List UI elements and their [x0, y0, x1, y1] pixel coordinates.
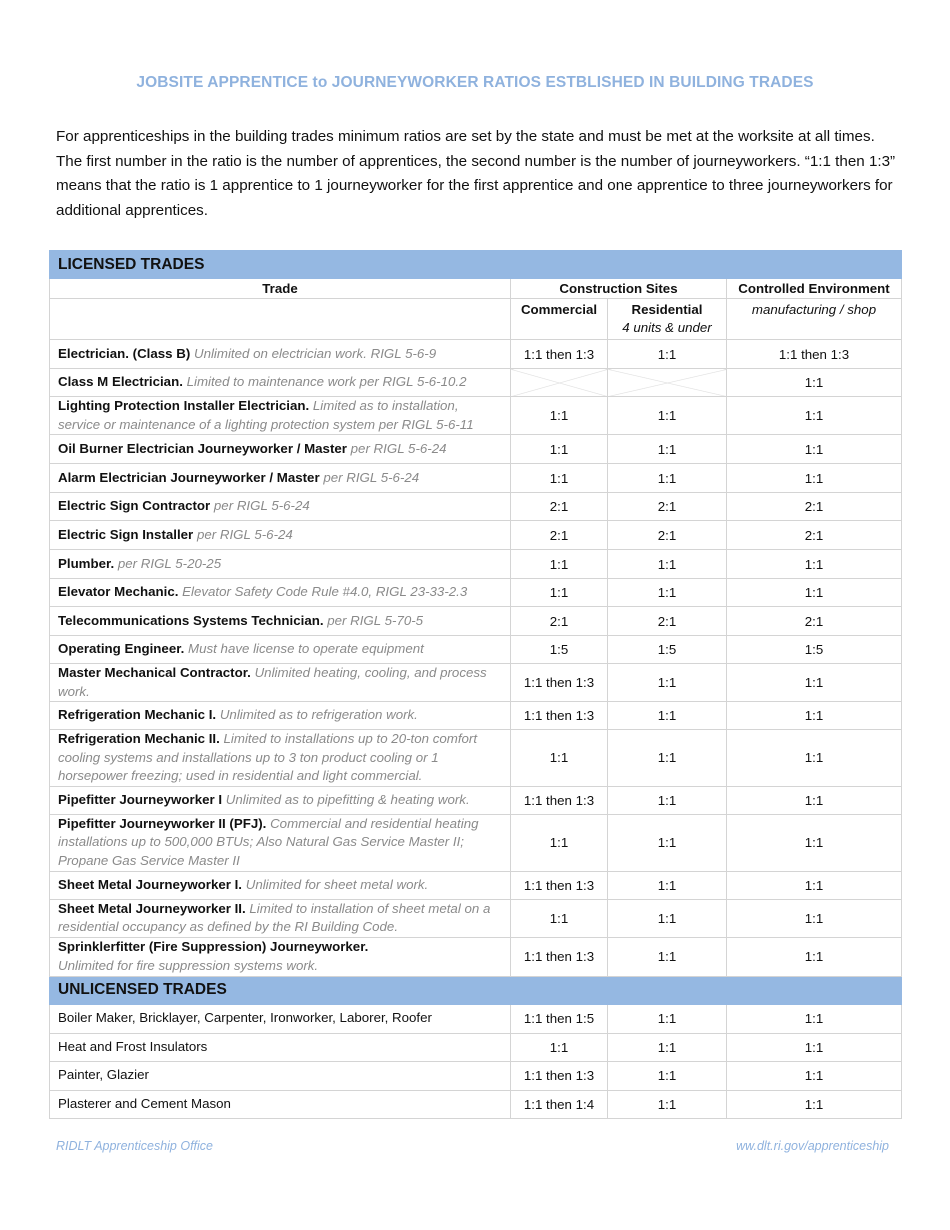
trade-description: Must have license to operate equipment: [184, 641, 424, 657]
residential-ratio: 1:1: [608, 397, 727, 435]
trade-column-header: Trade: [50, 279, 511, 299]
commercial-ratio: 1:1: [511, 397, 608, 435]
controlled-ratio: 1:1: [727, 664, 902, 702]
controlled-ratio: 1:1: [727, 730, 902, 787]
trade-name: Sheet Metal Journeyworker I.: [58, 876, 243, 892]
trade-cell: Painter, Glazier: [50, 1061, 511, 1090]
residential-ratio: 1:1: [608, 340, 727, 369]
controlled-ratio: 1:1: [727, 1061, 902, 1090]
trade-name: Telecommunications Systems Technician.: [58, 612, 324, 628]
residential-ratio: 1:1: [608, 1061, 727, 1090]
commercial-subheader: [511, 299, 608, 340]
trade-cell: [50, 521, 511, 550]
controlled-ratio: 1:1: [727, 871, 902, 899]
trade-cell: [50, 493, 511, 521]
trade-description: Unlimited as to pipefitting & heating work.: [222, 791, 470, 807]
table-row: [50, 871, 902, 899]
table-row: [50, 899, 902, 937]
trade-cell: [50, 937, 511, 976]
trade-name: Alarm Electrician Journeyworker / Master: [58, 469, 320, 485]
residential-ratio: 2:1: [608, 607, 727, 636]
residential-note: 4 units & under: [622, 320, 712, 335]
trade-cell: [50, 340, 511, 369]
controlled-ratio: 1:1: [727, 1090, 902, 1118]
construction-sites-header: Construction Sites: [511, 279, 727, 299]
trade-name: Plumber.: [58, 555, 115, 571]
ratios-table: [49, 250, 902, 1119]
table-row: [50, 550, 902, 579]
commercial-ratio: 1:1: [511, 814, 608, 871]
controlled-ratio: 1:1: [727, 369, 902, 397]
trade-description: Limited as to installation, service or maintenance of a lighting protection system per RIGL 5-6-11: [58, 398, 474, 432]
trade-cell: [50, 702, 511, 730]
trade-cell: [50, 899, 511, 937]
table-row: [50, 464, 902, 493]
controlled-ratio: 1:1: [727, 937, 902, 976]
commercial-ratio: 1:1: [511, 550, 608, 579]
residential-ratio: 1:1: [608, 899, 727, 937]
commercial-ratio: 2:1: [511, 607, 608, 636]
trade-description: Elevator Safety Code Rule #4.0, RIGL 23-33-2.3: [178, 584, 468, 600]
commercial-ratio: 1:1 then 1:5: [511, 1004, 608, 1033]
trade-description: per RIGL 5-6-24: [319, 469, 420, 485]
table-row: [50, 397, 902, 435]
residential-ratio: 1:1: [608, 435, 727, 464]
trade-name: Lighting Protection Installer Electrician.: [58, 398, 310, 413]
controlled-ratio: 1:1: [727, 550, 902, 579]
trade-description: per RIGL 5-6-24: [346, 440, 447, 456]
trade-name: Sprinklerfitter (Fire Suppression) Journeyworker.: [58, 939, 369, 954]
controlled-ratio: 1:1: [727, 464, 902, 493]
licensed-heading: LICENSED TRADES: [50, 251, 902, 279]
table-row: [50, 579, 902, 607]
table-row: [50, 730, 902, 787]
table-row: [50, 1004, 902, 1033]
table-row: [50, 1061, 902, 1090]
trade-subheader-empty: [50, 299, 511, 340]
commercial-ratio: 1:1: [511, 464, 608, 493]
trade-name: Electrician. (Class B): [58, 345, 191, 361]
commercial-ratio: [511, 369, 608, 397]
controlled-ratio: 1:1: [727, 397, 902, 435]
unlicensed-section-header: [50, 976, 902, 1004]
trade-cell: [50, 786, 511, 814]
trade-cell: [50, 730, 511, 787]
controlled-ratio: 1:1: [727, 899, 902, 937]
commercial-ratio: 1:1 then 1:3: [511, 340, 608, 369]
trade-cell: [50, 636, 511, 664]
commercial-label: Commercial: [520, 302, 598, 317]
controlled-ratio: 2:1: [727, 521, 902, 550]
trade-name: Pipefitter Journeyworker II (PFJ).: [58, 815, 267, 831]
commercial-ratio: 2:1: [511, 493, 608, 521]
table-row: [50, 521, 902, 550]
trade-name: Electric Sign Contractor: [58, 498, 211, 514]
trade-name: Master Mechanical Contractor.: [58, 665, 251, 680]
residential-ratio: 1:1: [608, 1004, 727, 1033]
commercial-ratio: 1:1 then 1:3: [511, 702, 608, 730]
trade-description: Unlimited for sheet metal work.: [242, 876, 429, 892]
trade-name: Elevator Mechanic.: [58, 584, 179, 600]
trade-description: per RIGL 5-6-24: [210, 498, 310, 514]
residential-ratio: 1:1: [608, 550, 727, 579]
controlled-ratio: 1:1: [727, 1004, 902, 1033]
unlicensed-heading: UNLICENSED TRADES: [50, 976, 902, 1004]
trade-cell: [50, 664, 511, 702]
table-row: [50, 369, 902, 397]
trade-name: Class M Electrician.: [58, 374, 183, 390]
commercial-ratio: 1:1 then 1:3: [511, 786, 608, 814]
trade-name: Sheet Metal Journeyworker II.: [58, 900, 246, 916]
trade-cell: [50, 435, 511, 464]
controlled-ratio: 1:1: [727, 814, 902, 871]
residential-ratio: 1:1: [608, 579, 727, 607]
residential-label: Residential: [631, 302, 703, 317]
trade-cell: [50, 579, 511, 607]
intro-paragraph: [56, 125, 898, 223]
table-row: [50, 702, 902, 730]
trade-cell: [50, 814, 511, 871]
trade-description: Limited to installation of sheet metal on a residential occupancy as defined by the RI Building Code.: [58, 900, 491, 934]
licensed-section-header: [50, 251, 902, 279]
column-subheader-row: [50, 299, 902, 340]
trade-name: Pipefitter Journeyworker I: [58, 791, 223, 807]
footer-office: RIDLT Apprenticeship Office: [56, 1139, 214, 1153]
residential-ratio: 1:1: [608, 871, 727, 899]
commercial-ratio: 1:1: [511, 730, 608, 787]
table-row: [50, 664, 902, 702]
commercial-ratio: 1:5: [511, 636, 608, 664]
table-row: [50, 493, 902, 521]
trade-name: Operating Engineer.: [58, 641, 185, 657]
commercial-ratio: 1:1 then 1:3: [511, 937, 608, 976]
residential-ratio: 1:1: [608, 1090, 727, 1118]
residential-ratio: [608, 369, 727, 397]
commercial-ratio: 2:1: [511, 521, 608, 550]
table-row: [50, 435, 902, 464]
controlled-ratio: 1:1: [727, 702, 902, 730]
column-header-row: [50, 279, 902, 299]
ratios-table-body: [50, 251, 902, 1119]
trade-description: Unlimited as to refrigeration work.: [216, 707, 418, 723]
trade-cell: [50, 397, 511, 435]
residential-ratio: 1:1: [608, 1033, 727, 1061]
trade-cell: [50, 607, 511, 636]
commercial-ratio: 1:1: [511, 899, 608, 937]
trade-cell: [50, 464, 511, 493]
residential-ratio: 2:1: [608, 521, 727, 550]
trade-description: per RIGL 5-70-5: [323, 612, 424, 628]
residential-ratio: 1:1: [608, 664, 727, 702]
controlled-note: manufacturing / shop: [751, 302, 877, 317]
table-row: [50, 786, 902, 814]
footer-website: ww.dlt.ri.gov/apprenticeship: [736, 1139, 889, 1153]
trade-cell: Heat and Frost Insulators: [50, 1033, 511, 1061]
commercial-ratio: 1:1: [511, 435, 608, 464]
trade-cell: [50, 550, 511, 579]
trade-description: Commercial and residential heating installations up to 500,000 BTUs; Also Natural Gas Service Master II; Propane Gas Service Master II: [58, 815, 479, 868]
trade-description: Limited to maintenance work per RIGL 5-6-10.2: [182, 374, 467, 390]
page-title: JOBSITE APPRENTICE to JOURNEYWORKER RATIOS ESTBLISHED IN BUILDING TRADES: [136, 74, 814, 91]
residential-ratio: 1:1: [608, 464, 727, 493]
trade-cell: Plasterer and Cement Mason: [50, 1090, 511, 1118]
residential-subheader: [608, 299, 727, 340]
controlled-ratio: 1:1: [727, 579, 902, 607]
controlled-ratio: 1:1: [727, 435, 902, 464]
trade-description: Unlimited on electrician work. RIGL 5-6-9: [190, 345, 437, 361]
trade-cell: Boiler Maker, Bricklayer, Carpenter, Ironworker, Laborer, Roofer: [50, 1004, 511, 1033]
table-row: [50, 636, 902, 664]
controlled-environment-header: Controlled Environment: [727, 279, 902, 299]
table-row: [50, 814, 902, 871]
residential-ratio: 1:1: [608, 786, 727, 814]
controlled-ratio: 1:5: [727, 636, 902, 664]
trade-description: Limited to installations up to 20-ton comfort cooling systems and installations up to 3 ton product cooling or 1 horsepower freezing; used in residential and light commercial.: [58, 731, 478, 783]
trade-name: Oil Burner Electrician Journeyworker / Master: [58, 440, 347, 456]
commercial-ratio: 1:1 then 1:4: [511, 1090, 608, 1118]
trade-name: Refrigeration Mechanic I.: [58, 707, 217, 723]
controlled-subheader: [727, 299, 902, 340]
table-row: [50, 1033, 902, 1061]
residential-ratio: 1:1: [608, 937, 727, 976]
table-row: [50, 607, 902, 636]
residential-ratio: 1:5: [608, 636, 727, 664]
commercial-ratio: 1:1: [511, 579, 608, 607]
commercial-ratio: 1:1 then 1:3: [511, 664, 608, 702]
commercial-ratio: 1:1 then 1:3: [511, 871, 608, 899]
residential-ratio: 1:1: [608, 702, 727, 730]
table-row: [50, 937, 902, 976]
trade-name: Refrigeration Mechanic II.: [58, 731, 220, 746]
table-row: [50, 340, 902, 369]
controlled-ratio: 1:1: [727, 1033, 902, 1061]
commercial-ratio: 1:1 then 1:3: [511, 1061, 608, 1090]
trade-description: per RIGL 5-20-25: [114, 555, 222, 571]
commercial-ratio: 1:1: [511, 1033, 608, 1061]
controlled-ratio: 1:1 then 1:3: [727, 340, 902, 369]
trade-cell: [50, 369, 511, 397]
residential-ratio: 1:1: [608, 814, 727, 871]
controlled-ratio: 2:1: [727, 493, 902, 521]
trade-name: Electric Sign Installer: [58, 526, 194, 542]
trade-description: Unlimited for fire suppression systems work.: [58, 957, 319, 973]
controlled-ratio: 1:1: [727, 786, 902, 814]
trade-cell: [50, 871, 511, 899]
controlled-ratio: 2:1: [727, 607, 902, 636]
trade-description: Unlimited heating, cooling, and process work.: [58, 665, 487, 699]
table-row: [50, 1090, 902, 1118]
intro-text: For apprenticeships in the building trades minimum ratios are set by the state and must be met at the worksite at all times. The first number in the ratio is the number of apprentices, the second number is the number of journeyworkers. “1:1 then 1:3” means that the ratio is 1 apprentice to 1 journeyworker for the first apprentice and one apprentice to three journeyworkers for additional apprentices.: [56, 128, 896, 219]
residential-ratio: 1:1: [608, 730, 727, 787]
trade-description: per RIGL 5-6-24: [193, 526, 293, 542]
residential-ratio: 2:1: [608, 493, 727, 521]
